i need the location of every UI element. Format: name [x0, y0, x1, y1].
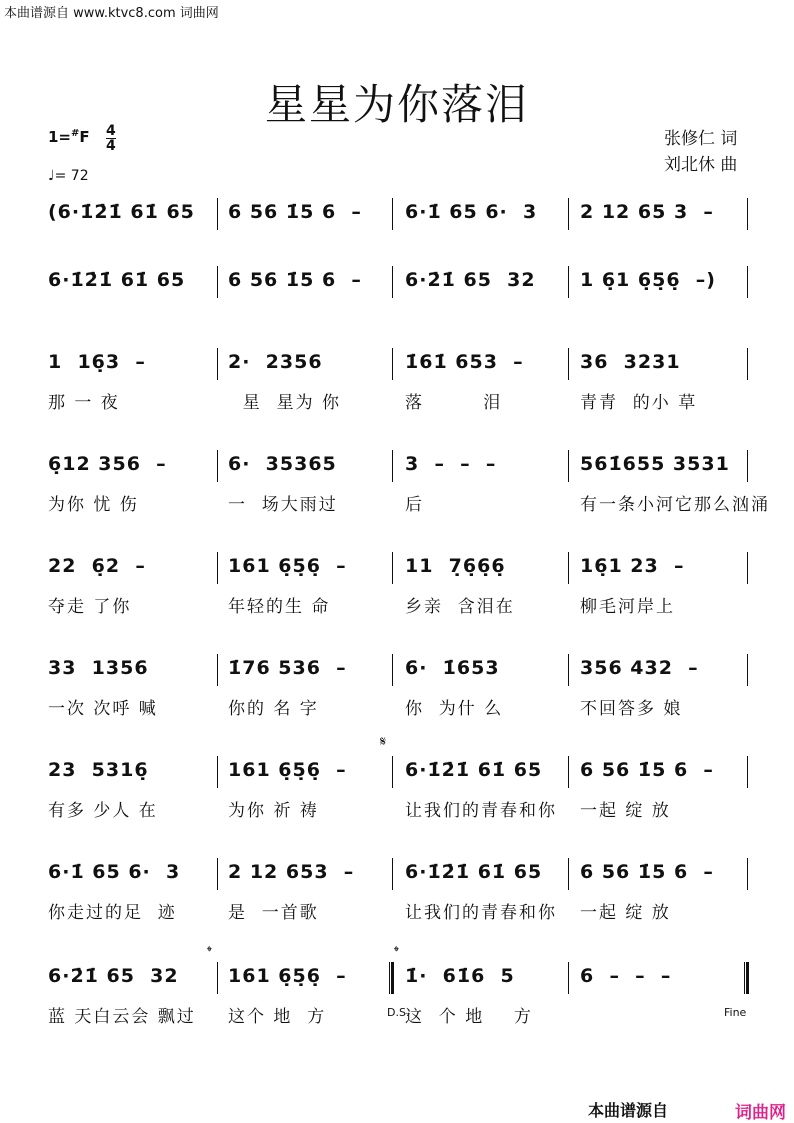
barline — [217, 858, 218, 890]
measure-lyric: 你走过的足 迹 — [48, 903, 177, 923]
barline — [747, 450, 748, 482]
score-row — [0, 552, 794, 622]
watermark: 本曲谱源自 www.ktvc8.com 词曲网 — [4, 6, 219, 21]
measure-lyric: 这 个 地 方 — [405, 1007, 533, 1027]
measure — [48, 266, 216, 306]
measure — [405, 348, 573, 413]
barline — [568, 858, 569, 890]
measure-notes: 6·1̇ 65 6· 3 — [48, 861, 181, 883]
measure-notes: 6·1̇2̇1̇ 61̇ 65 — [405, 861, 543, 883]
song-title: 星星为你落泪 — [264, 80, 529, 129]
barline — [392, 858, 393, 890]
measure-notes: 6·1̇2̇1̇ 61̇ 65 — [405, 759, 543, 781]
time-signature — [106, 124, 116, 153]
measure-notes: 6· 35365 — [228, 453, 337, 475]
measure-notes: 1̇76 536 – — [228, 657, 347, 679]
key-note: F — [79, 128, 90, 146]
measure-notes: 36 3231 — [580, 351, 681, 373]
measure-lyric: 有多 少人 在 — [48, 801, 158, 821]
score-row — [0, 756, 794, 826]
measure — [48, 654, 216, 719]
ds-marking: D.S. — [387, 1006, 410, 1019]
barline — [392, 348, 393, 380]
measure — [48, 348, 216, 413]
barline — [747, 552, 748, 584]
barline — [568, 450, 569, 482]
tempo-value: = 72 — [54, 168, 89, 184]
measure-lyric: 后 — [405, 495, 424, 515]
composer: 刘北休 曲 — [664, 155, 738, 175]
barline — [392, 450, 393, 482]
measure-notes: 161 6̣5̣6̣ – — [228, 555, 347, 577]
measure — [48, 450, 216, 515]
coda-icon: 𝄌 — [394, 944, 399, 960]
measure — [48, 962, 216, 1027]
measure-notes: 6·2̇1̇ 65 32 — [405, 269, 536, 291]
measure — [580, 756, 748, 821]
measure — [405, 198, 573, 238]
measure — [405, 450, 573, 515]
footer-brand: 词曲网 — [735, 1103, 786, 1123]
barline — [747, 654, 748, 686]
score-row — [0, 266, 794, 336]
barline — [568, 962, 569, 994]
measure — [48, 858, 216, 923]
barline — [217, 552, 218, 584]
measure — [580, 654, 748, 719]
quarter-note-icon: ♩ — [48, 168, 55, 184]
measure-lyric: 有一条小河它那么汹涌 — [580, 495, 770, 515]
barline — [392, 266, 393, 298]
barline — [217, 962, 218, 994]
measure — [228, 962, 396, 1027]
measure — [228, 198, 396, 238]
measure-lyric: 不回答多 娘 — [580, 699, 683, 719]
measure-notes: 1̇61̇ 653 – — [405, 351, 524, 373]
barline — [747, 198, 748, 230]
measure-lyric: 为你 忧 伤 — [48, 495, 139, 515]
measure-notes: 23 5316̣ — [48, 759, 149, 781]
barline — [568, 552, 569, 584]
score-row — [0, 348, 794, 418]
measure-notes: 6 56 1̇5 6 – — [580, 861, 714, 883]
time-bottom: 4 — [106, 138, 116, 154]
key-prefix: 1= — [48, 128, 72, 146]
barline — [747, 348, 748, 380]
key-signature — [48, 128, 90, 146]
measure — [405, 266, 573, 306]
measure — [405, 552, 573, 617]
measure-notes: 6 56 1̇5 6 – — [228, 201, 362, 223]
barline — [568, 756, 569, 788]
barline — [217, 654, 218, 686]
measure — [405, 858, 573, 923]
segno-icon: 𝄋 — [380, 734, 387, 750]
measure-notes: 161 6̣5̣6̣ – — [228, 759, 347, 781]
measure-notes: 561̇655 3531 — [580, 453, 730, 475]
sharp-sign: # — [71, 128, 80, 139]
footer-source: 本曲谱源自 — [588, 1101, 669, 1120]
score-row — [0, 654, 794, 724]
barline — [217, 266, 218, 298]
double-barline — [389, 962, 394, 994]
measure-notes: 6·1̇2̇1̇ 61̇ 65 — [48, 269, 186, 291]
measure — [580, 198, 748, 238]
measure — [228, 552, 396, 617]
measure-lyric: 一起 绽 放 — [580, 903, 671, 923]
barline — [217, 198, 218, 230]
measure-lyric: 青青 的小 草 — [580, 393, 698, 413]
measure — [228, 266, 396, 306]
measure-notes: 356 432 – — [580, 657, 699, 679]
measure — [580, 348, 748, 413]
measure — [228, 756, 396, 821]
barline — [217, 756, 218, 788]
measure-notes: (6·1̇2̇1̇ 61̇ 65 — [48, 201, 195, 223]
measure-notes: 6 56 1̇5 6 – — [228, 269, 362, 291]
measure — [228, 348, 396, 413]
measure-lyric: 你 为什 么 — [405, 699, 504, 719]
measure-lyric: 乡亲 含泪在 — [405, 597, 515, 617]
barline — [392, 198, 393, 230]
measure-notes: 6 – – – — [580, 965, 672, 987]
measure-notes: 16̣1 23 – — [580, 555, 685, 577]
measure-notes: 6·2̇1̇ 65 32 — [48, 965, 179, 987]
measure-lyric: 年轻的生 命 — [228, 597, 331, 617]
measure-lyric: 柳毛河岸上 — [580, 597, 675, 617]
score-row — [0, 858, 794, 928]
fine-marking: Fine — [724, 1006, 747, 1019]
score-row — [0, 450, 794, 520]
measure-lyric: 蓝 天白云会 飘过 — [48, 1007, 196, 1027]
measure — [48, 552, 216, 617]
measure — [580, 266, 748, 306]
double-barline — [744, 962, 749, 994]
score-row — [0, 962, 794, 1032]
measure-notes: 6· 1̇653 — [405, 657, 500, 679]
barline — [747, 266, 748, 298]
measure-lyric: 这个 地 方 — [228, 1007, 327, 1027]
measure-notes: 22 6̣2 – — [48, 555, 146, 577]
coda-icon: 𝄌 — [207, 944, 212, 960]
time-top: 4 — [106, 123, 116, 139]
measure-notes: 6̣12 356 – — [48, 453, 167, 475]
measure-lyric: 一 场大雨过 — [228, 495, 338, 515]
measure-notes: 2 12 65 3 – — [580, 201, 714, 223]
measure-notes: 6·1̇ 65 6· 3 — [405, 201, 538, 223]
measure — [228, 450, 396, 515]
measure-lyric: 落 泪 — [405, 393, 503, 413]
measure-lyric: 那 一 夜 — [48, 393, 120, 413]
measure-notes: 161 6̣5̣6̣ – — [228, 965, 347, 987]
measure-notes: 2· 2356 — [228, 351, 323, 373]
measure-lyric: 为你 祈 祷 — [228, 801, 319, 821]
measure-notes: 6 56 1̇5 6 – — [580, 759, 714, 781]
measure-notes: 1 16̣3 – — [48, 351, 146, 373]
measure — [580, 858, 748, 923]
measure — [48, 198, 216, 238]
measure — [405, 654, 573, 719]
barline — [568, 654, 569, 686]
barline — [392, 654, 393, 686]
measure — [580, 450, 770, 515]
barline — [747, 756, 748, 788]
measure-lyric: 是 一首歌 — [228, 903, 319, 923]
measure-lyric: 一起 绽 放 — [580, 801, 671, 821]
measure-notes: 1̇· 61̇6 5 — [405, 965, 515, 987]
measure-notes: 1 6̣1 6̣5̣6̣ –) — [580, 269, 716, 291]
measure-lyric: 一次 次呼 喊 — [48, 699, 158, 719]
measure — [228, 858, 396, 923]
measure — [405, 962, 573, 1027]
measure — [48, 756, 216, 821]
score-row — [0, 198, 794, 268]
measure-lyric: 让我们的青春和你 — [405, 903, 557, 923]
barline — [392, 756, 393, 788]
measure-notes: 3 – – – — [405, 453, 497, 475]
barline — [568, 266, 569, 298]
measure-lyric: 夺走 了你 — [48, 597, 132, 617]
barline — [217, 450, 218, 482]
measure — [580, 962, 748, 1002]
measure — [228, 654, 396, 719]
measure — [580, 552, 748, 617]
barline — [217, 348, 218, 380]
measure — [405, 756, 573, 821]
measure-lyric: 你的 名 字 — [228, 699, 319, 719]
lyricist: 张修仁 词 — [664, 129, 738, 149]
measure-notes: 2 12 653 – — [228, 861, 355, 883]
barline — [568, 198, 569, 230]
tempo — [48, 168, 89, 184]
barline — [392, 552, 393, 584]
barline — [747, 858, 748, 890]
measure-lyric: 让我们的青春和你 — [405, 801, 557, 821]
barline — [568, 348, 569, 380]
measure-notes: 33 1356 — [48, 657, 149, 679]
measure-lyric: 星 星为 你 — [228, 393, 342, 413]
measure-notes: 11 7̣6̣6̣6̣ — [405, 555, 506, 577]
